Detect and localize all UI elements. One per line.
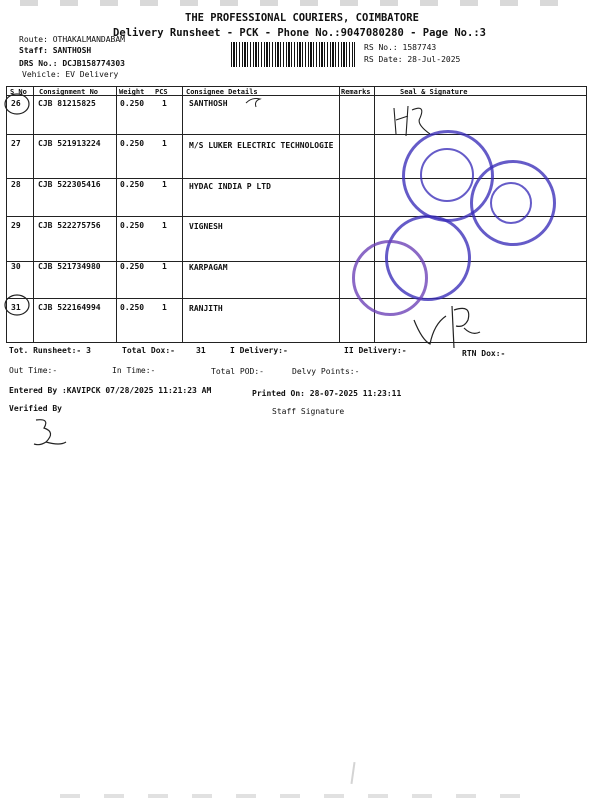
col-header-consignee: Consignee Details (186, 88, 258, 96)
row-consignment-no: CJB 521913224 (38, 139, 101, 148)
row-sno: 26 (11, 99, 21, 108)
row-sno: 27 (11, 139, 21, 148)
verified-by: Verified By (9, 404, 62, 413)
printed-on: Printed On: 28-07-2025 11:23:11 (252, 389, 402, 398)
row-sno: 28 (11, 180, 21, 189)
row-pcs: 1 (162, 303, 167, 312)
row-pcs: 1 (162, 99, 167, 108)
company-seal-inner-ring (420, 148, 474, 202)
vehicle-label: Vehicle: EV Delivery (22, 70, 119, 79)
row-consignment-no: CJB 522164994 (38, 303, 101, 312)
barcode (231, 42, 355, 67)
col-header-weight: Weight (119, 88, 145, 96)
row-weight: 0.250 (120, 262, 145, 271)
out-time: Out Time:- (9, 366, 58, 375)
row-weight: 0.250 (120, 221, 145, 230)
staff-label: Staff: SANTHOSH (19, 46, 92, 55)
row-pcs: 1 (162, 180, 167, 189)
row-pcs: 1 (162, 262, 167, 271)
col-header-remarks: Remarks (341, 88, 371, 96)
row-consignment-no: CJB 81215825 (38, 99, 96, 108)
ii-delivery: II Delivery:- (344, 346, 407, 355)
hydac-seal-inner-ring (490, 182, 532, 224)
row-consignment-no: CJB 522305416 (38, 180, 101, 189)
handwritten-circle-31 (2, 292, 32, 318)
row-sno: 30 (11, 262, 21, 271)
rs-number: RS No.: 1587743 (364, 43, 437, 52)
bleed-through-bottom (60, 794, 540, 798)
row-sno: 29 (11, 221, 21, 230)
row-weight: 0.250 (120, 139, 145, 148)
row-consignee: KARPAGAM (189, 263, 228, 272)
staff-signature-label: Staff Signature (272, 407, 345, 416)
page-title: THE PROFESSIONAL COURIERS, COIMBATORE (185, 12, 419, 24)
in-time: In Time:- (112, 366, 156, 375)
total-dox-value: 31 (196, 346, 206, 355)
row-weight: 0.250 (120, 180, 145, 189)
row-sno: 31 (11, 303, 21, 312)
col-header-seal-signature: Seal & Signature (400, 88, 468, 96)
row-weight: 0.250 (120, 303, 145, 312)
row-consignee: SANTHOSH (189, 99, 228, 108)
row-consignee: RANJITH (189, 304, 223, 313)
signature-vr (408, 300, 488, 350)
bleed-through-marks (20, 0, 580, 6)
delvy-points: Delvy Points:- (292, 367, 360, 376)
col-header-sno: S No (10, 88, 27, 96)
i-delivery: I Delivery:- (230, 346, 288, 355)
route-label: Route: OTHAKALMANDABAM (19, 35, 125, 44)
row-consignment-no: CJB 521734980 (38, 262, 101, 271)
page-subtitle: Delivery Runsheet - PCK - Phone No.:9047080280 - Page No.:3 (113, 27, 486, 39)
row-weight: 0.250 (120, 99, 145, 108)
handwritten-circle-26 (2, 92, 32, 116)
row-pcs: 1 (162, 139, 167, 148)
drs-number: DRS No.: DCJB158774303 (19, 59, 125, 68)
row-consignee: VIGNESH (189, 222, 223, 231)
row-consignee: HYDAC INDIA P LTD (189, 182, 271, 191)
tot-runsheet: Tot. Runsheet:- 3 (9, 346, 91, 355)
col-header-pcs: PCS (155, 88, 168, 96)
rtn-dox: RTN Dox:- (462, 349, 506, 358)
row-consignee: M/S LUKER ELECTRIC TECHNOLOGIE (189, 141, 334, 150)
handwritten-tick (244, 95, 274, 109)
row-consignment-no: CJB 522275756 (38, 221, 101, 230)
row-pcs: 1 (162, 221, 167, 230)
rs-date: RS Date: 28-Jul-2025 (364, 55, 461, 64)
total-pod: Total POD:- (211, 367, 264, 376)
scan-mark (350, 762, 355, 784)
verifier-signature (30, 416, 70, 450)
entered-by: Entered By :KAVIPCK 07/28/2025 11:21:23 AM (9, 386, 212, 395)
col-header-consignment: Consignment No (39, 88, 99, 96)
total-dox-label: Total Dox:- (122, 346, 175, 355)
